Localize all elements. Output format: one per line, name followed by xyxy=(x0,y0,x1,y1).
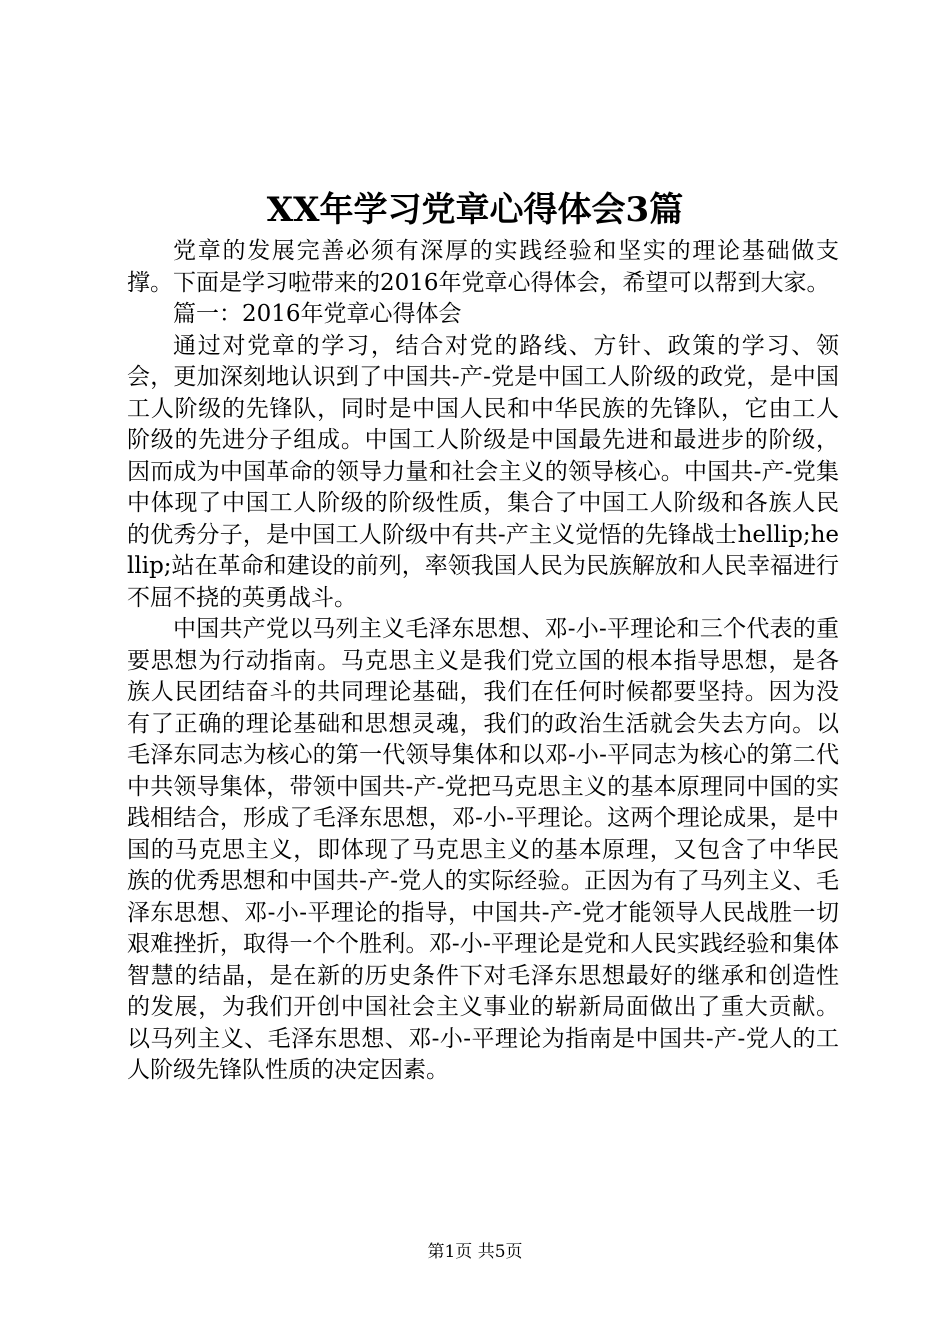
section-heading: 篇一：2016年党章心得体会 xyxy=(173,301,462,327)
intro-paragraph: 党章的发展完善必须有深厚的实践经验和坚实的理论基础做支撑。下面是学习啦带来的2016年党章心得体会，希望可以帮到大家。 xyxy=(127,238,839,296)
page-number: 第1页 共5页 xyxy=(427,1242,523,1262)
document-title: XX年学习党章心得体会3篇 xyxy=(266,190,684,230)
document-body xyxy=(127,236,839,1087)
body-paragraph: 通过对党章的学习，结合对党的路线、方针、政策的学习、领会，更加深刻地认识到了中国共-产-党是中国工人阶级的政党，是中国工人阶级的先锋队，同时是中国人民和中华民族的先锋队，它由工人阶级的先进分子组成。中国工人阶级是中国最先进和最进步的阶级，因而成为中国革命的领导力量和社会主义的领导核心。中国共-产-党集中体现了中国工人阶级的阶级性质，集合了中国工人阶级和各族人民的优秀分子，是中国工人阶级中有共-产主义觉悟的先锋战士hellip;hellip;站在革命和建设的前列，率领我国人民为民族解放和人民幸福进行不屈不挠的英勇战斗。 xyxy=(127,332,839,611)
body-paragraph: 中国共产党以马列主义毛泽东思想、邓-小-平理论和三个代表的重要思想为行动指南。马克思主义是我们党立国的根本指导思想，是各族人民团结奋斗的共同理论基础，我们在任何时候都要坚持。因为没有了正确的理论基础和思想灵魂，我们的政治生活就会失去方向。以毛泽东同志为核心的第一代领导集体和以邓-小-平同志为核心的第二代中共领导集体，带领中国共-产-党把马克思主义的基本原理同中国的实践相结合，形成了毛泽东思想，邓-小-平理论。这两个理论成果，是中国的马克思主义，即体现了马克思主义的基本原理，又包含了中华民族的优秀思想和中国共-产-党人的实际经验。正因为有了马列主义、毛泽东思想、邓-小-平理论的指导，中国共-产-党才能领导人民战胜一切艰难挫折，取得一个个胜利。邓-小-平理论是党和人民实践经验和集体智慧的结晶，是在新的历史条件下对毛泽东思想最好的继承和创造性的发展，为我们开创中国社会主义事业的崭新局面做出了重大贡献。以马列主义、毛泽东思想、邓-小-平理论为指南是中国共-产-党人的工人阶级先锋队性质的决定因素。 xyxy=(127,616,839,1083)
